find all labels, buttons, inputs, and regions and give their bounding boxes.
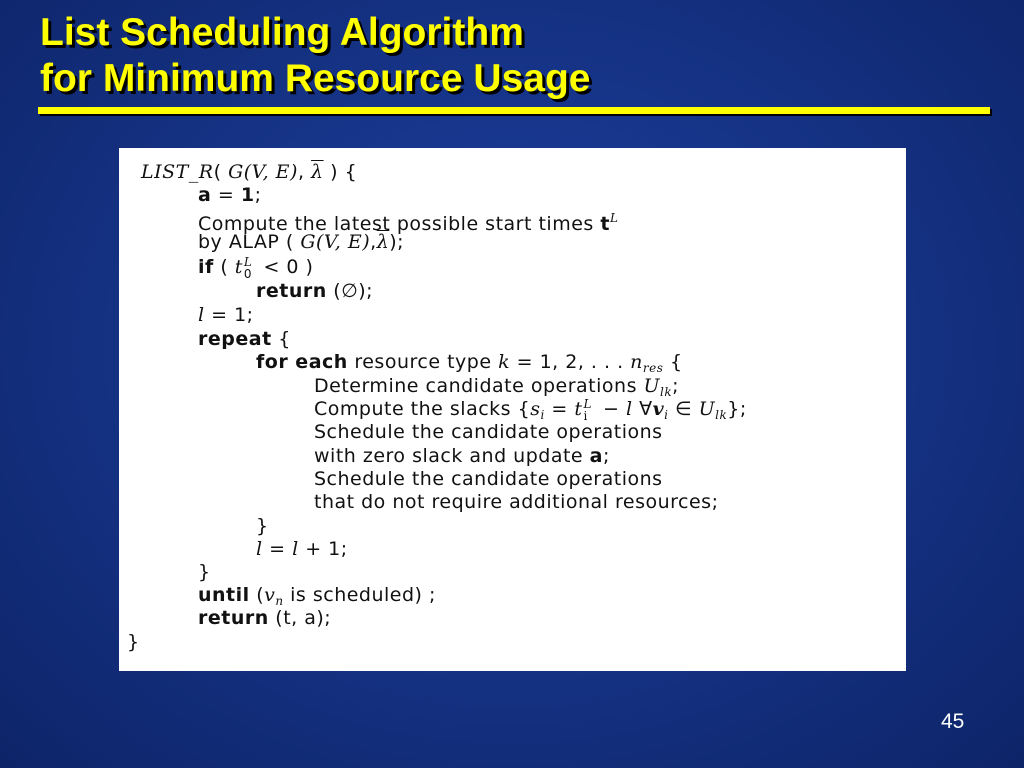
subscript-0: 0 [243,267,253,281]
subscript-res: res [642,361,664,375]
algo-line-schedule-1: Schedule the candidate operations [314,421,663,443]
line-text: Compute the latest possible start times [198,213,601,235]
lambda-symbol: $\overline{\lambda}$ [376,231,390,253]
open-paren: ( [249,584,265,606]
var-l: l [198,304,205,326]
comma: , [370,231,377,253]
algo-line-return-empty [256,280,373,303]
minus: − [596,398,626,420]
lambda-symbol: $\overline{\lambda}$ [311,161,324,183]
keyword-return: return [256,280,327,302]
superscript-L: L [609,211,619,225]
close-brace: ) { [330,161,358,183]
slide-title-line-1: List Scheduling Algorithm [40,11,524,54]
algo-line-alap [198,231,404,254]
line-text: with zero slack and update [314,445,590,467]
algo-line-close-repeat: } [198,561,211,583]
algo-line-schedule-2: Schedule the candidate operations [314,468,663,490]
var-l: l [625,398,633,420]
equals: = [544,398,575,420]
subscript-n: n [275,594,284,608]
open-brace: { [663,351,683,373]
keyword-repeat: repeat [198,328,272,350]
graph-symbol: G(V, E) [228,161,298,183]
var-l: l [292,538,299,560]
algo-line-zero-slack [314,445,610,468]
slide-title [40,10,590,102]
algo-line-init-a [198,184,261,207]
algo-line-return-result [198,607,331,630]
close-paren: ); [389,231,405,253]
var-t: t [574,398,583,420]
line-text: Determine candidate operations [314,375,644,397]
var-t: t [600,213,610,235]
keyword-for-each: for each [256,351,348,373]
algo-line-init-l [198,304,254,327]
element-of: ∈ [668,398,699,420]
increment: + 1; [298,538,348,560]
algo-line-if [198,256,313,279]
var-a: a [589,445,603,467]
algorithm-box [119,148,906,671]
title-underline [38,107,990,114]
return-value: (t, a); [268,607,332,629]
var-U: U [643,375,661,397]
line-text: resource type [347,351,499,373]
semicolon: ; [672,375,680,397]
var-s: s [530,398,541,420]
forall: ∀ [632,398,653,420]
open-paren: ( [213,256,235,278]
var-l: l [256,538,263,560]
algo-line-close-function: } [127,631,140,653]
keyword-if: if [198,256,214,278]
algo-line-no-additional: that do not require additional resources; [314,491,719,513]
superscript-L: L [243,255,253,269]
algo-line-close-for: } [256,515,269,537]
function-name: LIST_R [141,161,214,183]
var-a: a [198,184,212,206]
var-U: U [698,398,716,420]
close-brace: }; [727,398,747,420]
slide-title-line-2: for Minimum Resource Usage [40,57,591,100]
value-one: 1 [240,184,255,206]
comma: , [297,161,305,183]
keyword-return: return [198,607,269,629]
subscript-i: i [540,408,545,422]
subscript-i: i [583,409,588,423]
equals: = [262,538,293,560]
algo-line-header [141,161,357,184]
superscript-L: L [583,397,592,411]
subscript-i: i [664,408,669,422]
var-v: v [652,398,665,420]
line-text: by ALAP ( [198,231,301,253]
var-n: n [630,351,643,373]
return-value: (∅); [326,280,374,302]
condition: is scheduled) ; [283,584,436,606]
var-v: v [264,584,276,606]
equals: = [217,184,241,206]
algo-line-repeat [198,328,291,351]
keyword-until: until [198,584,250,606]
comparison: < 0 ) [256,256,314,278]
page-number: 45 [941,710,965,733]
graph-symbol: G(V, E) [300,231,371,253]
t-scripts [243,255,257,281]
var-t: t [234,256,243,278]
semicolon: ; [254,184,262,206]
open-paren: ( [213,161,222,183]
line-text: Compute the slacks { [314,398,531,420]
var-k: k [498,351,511,373]
semicolon: ; [602,445,610,467]
range: = 1, 2, . . . [510,351,631,373]
subscript-lk: lk [715,408,728,422]
assignment: = 1; [204,304,254,326]
subscript-lk: lk [660,385,673,399]
t-scripts [582,397,596,423]
open-brace: { [271,328,291,350]
algo-line-increment-l [256,538,348,561]
